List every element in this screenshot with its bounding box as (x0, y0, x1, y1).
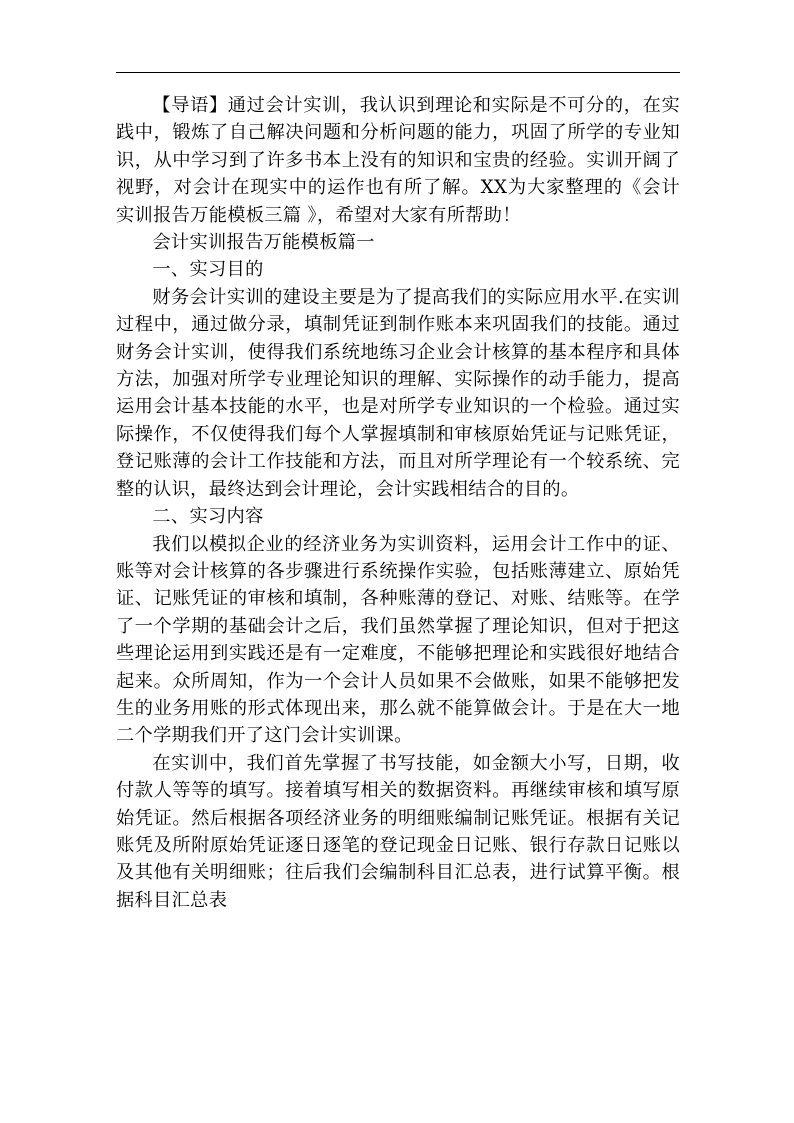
section-heading-purpose: 一、实习目的 (152, 259, 264, 281)
document-body (116, 92, 680, 914)
intro-paragraph: 【导语】通过会计实训，我认识到理论和实际是不可分的，在实践中，锻炼了自己解决问题和分析问题的能力，巩固了所学的专业知识，从中学习到了许多书本上没有的知识和宝贵的经验。实训开阔了视野，对会计在现实中的运作也有所了解。XX为大家整理的《会计实训报告万能模板三篇 》，希望对大家有所帮助！ (116, 95, 680, 226)
header-rule (116, 72, 680, 73)
section-paragraph-content-1: 我们以模拟企业的经济业务为实训资料，运用会计工作中的证、账等对会计核算的各步骤进行系统操作实验，包括账薄建立、原始凭证、记账凭证的审核和填制，各种账薄的登记、对账、结账等。在学了一个学期的基础会计之后，我们虽然掌握了理论知识，但对于把这些理论运用到实践还是有一定难度，不能够把理论和实践很好地结合起来。众所周知，作为一个会计人员如果不会做账，如果不能够把发生的业务用账的形式体现出来，那么就不能算做会计。于是在大一地二个学期我们开了这门会计实训课。 (116, 533, 680, 747)
section-paragraph-content-2: 在实训中，我们首先掌握了书写技能，如金额大小写，日期，收付款人等等的填写。接着填写相关的数据资料。再继续审核和填写原始凭证。然后根据各项经济业务的明细账编制记账凭证。根据有关记账凭及所附原始凭证逐日逐笔的登记现金日记账、银行存款日记账以及其他有关明细账；往后我们会编制科目汇总表，进行试算平衡。根据科目汇总表 (116, 752, 680, 911)
section-paragraph-purpose: 财务会计实训的建设主要是为了提高我们的实际应用水平.在实训过程中，通过做分录，填制凭证到制作账本来巩固我们的技能。通过财务会计实训，使得我们系统地练习企业会计核算的基本程序和具体方法，加强对所学专业理论知识的理解、实际操作的动手能力，提高运用会计基本技能的水平，也是对所学专业知识的一个检验。通过实际操作，不仅使得我们每个人掌握填制和审核原始凭证与记账凭证，登记账薄的会计工作技能和方法，而且对所学理论有一个较系统、完整的认识，最终达到会计理论，会计实践相结合的目的。 (116, 286, 680, 500)
article-title: 会计实训报告万能模板篇一 (152, 232, 375, 254)
section-heading-content: 二、实习内容 (152, 506, 264, 528)
